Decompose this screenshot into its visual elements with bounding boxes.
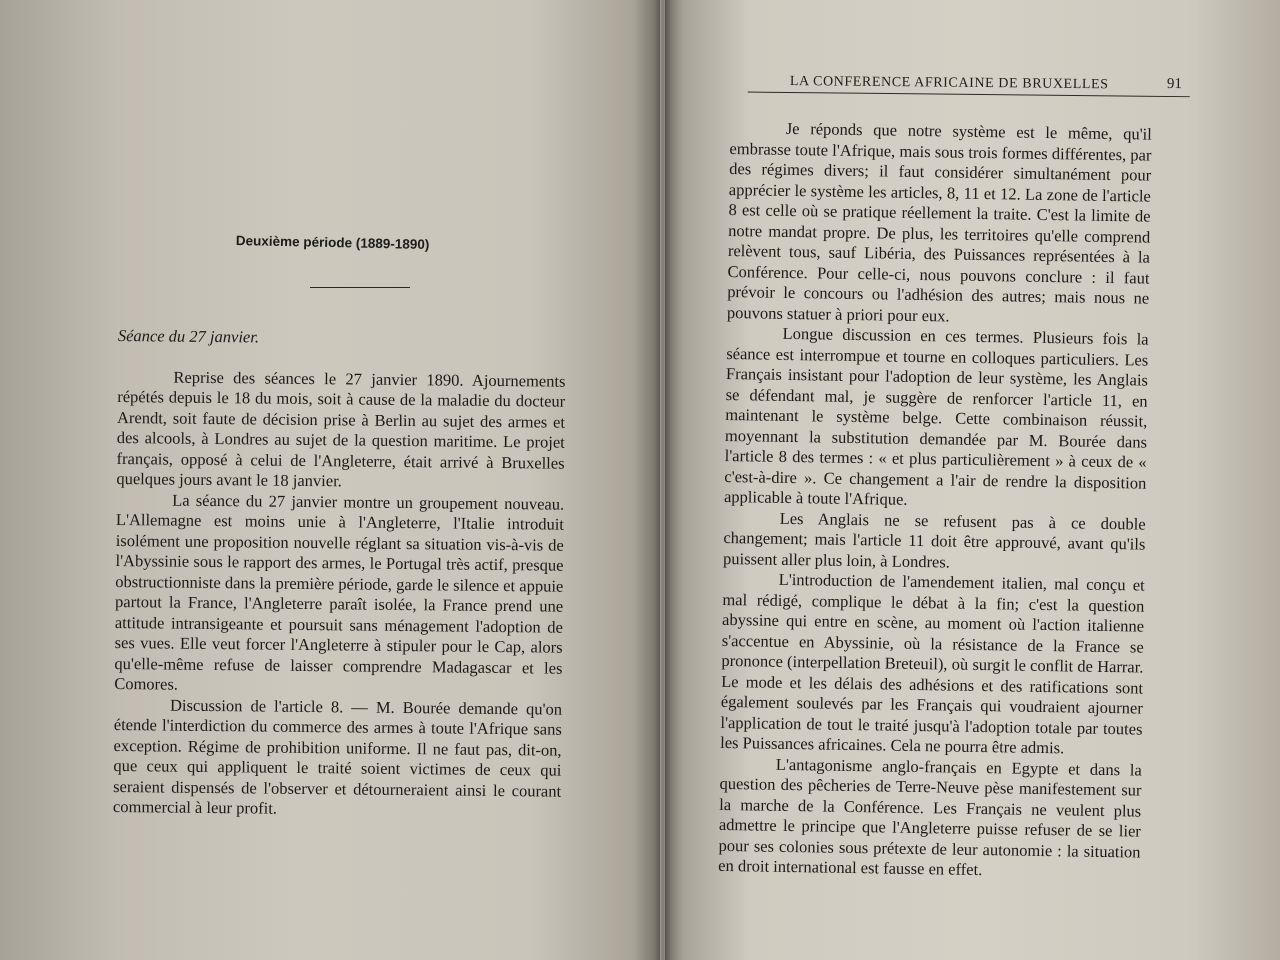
right-text-column (718, 118, 1152, 883)
period-heading: Deuxième période (1889-1890) (235, 233, 430, 253)
paragraph: La séance du 27 janvier montre un groupement nouveau. L'Allemagne est moins unie à l'Angleterre, l'Italie introduit isolément une proposition nouvelle réglant sa situation vis-à-vis de l'Abyssinie sous le rapport des armes, le Portugal très actif, presque obstructionniste dans la première période, garde le silence et appuie partout la France, l'Angleterre paraît isolée, la France prend une attitude intransigeante et poursuit sans ménagement l'adoption de ses vues. Elle veut forcer l'Angleterre à stipuler pour le Cap, alors qu'elle-même refuse de laisser comprendre Madagascar et les Comores. (114, 490, 565, 694)
running-head-title: LA CONFERENCE AFRICAINE DE BRUXELLES (789, 73, 1109, 93)
heading-rule (310, 287, 410, 288)
page-number: 91 (1166, 75, 1182, 93)
book-gutter (655, 0, 671, 960)
paragraph: Discussion de l'article 8. — M. Bourée demande qu'on étende l'interdiction du commerce des armes à toute l'Afrique sans exception. Régime de prohibition uniforme. Il ne faut pas, dit-on, que ceux qui appliquent le traité soient victimes de ceux qui seraient dispensés de l'observer et détourneraient ainsi le courant commercial à leur profit. (112, 695, 563, 818)
paragraph: Longue discussion en ces termes. Plusieurs fois la séance est interrompue et tourne en colloques particuliers. Les Français insistant pour l'adoption de leur système, les Anglais se défendant mal, je suggère de renforcer l'article 11, en maintenant le système belge. Cette combinaison réussit, moyennant la substitution demandée par M. Bourée dans l'article 8 des termes : « et plus particulièrement » à ceux de « c'est-à-dire ». Ce changement a l'air de rendre la disposition applicable à toute l'Afrique. (723, 323, 1149, 509)
paragraph: L'antagonisme anglo-français en Egypte et dans la question des pêcheries de Terre-Neuve pèse manifestement sur la marche de la Conférence. Les Français ne veulent plus admettre le principe que l'Angleterre puisse refuser de se lier pour ses colonies sous prétexte de leur autonomie : la situation en droit international est fausse en effet. (718, 754, 1142, 880)
paragraph: Je réponds que notre système est le même, qu'il embrasse toute l'Afrique, mais sous trois formes différentes, par des régimes divers; il faut considérer simultanément pour apprécier le système les articles, 8, 11 et 12. La zone de l'article 8 est celle où se pratique réellement la traite. C'est la limite de notre mandat propre. De plus, les territoires qu'elle comprend relèvent tous, sauf Libéria, des Puissances représentées à la Conférence. Pour celle-ci, nous pouvons conclure : il faut prévoir le concours ou l'adhésion des autres; mais nous ne pouvons statuer à priori pour eux. (726, 118, 1152, 325)
running-head (790, 70, 1190, 100)
paragraph: Les Anglais ne se refusent pas à ce double changement; mais l'article 11 doit être approuvé, avant qu'ils puissent aller plus loin, à Londres. (722, 508, 1146, 572)
paragraph: L'introduction de l'amendement italien, mal conçu et mal rédigé, complique le débat à la fin; c'est la question abyssine qui entre en scène, au moment où l'action italienne s'accentue en Abyssinie, où la résistance de la France se prononce (interpellation Breteuil), où surgit le conflit de Harrar. Le mode et les délais des adhésions et des ratifications sont également soulevés par les Français qui voudraient ajourner l'application de tout le traité jusqu'à l'adoption totale par toutes les Puissances africaines. Cela ne pourra être admis. (720, 569, 1145, 758)
session-title: Séance du 27 janvier. (117, 326, 260, 347)
paragraph: Reprise des séances le 27 janvier 1890. Ajournements répétés depuis le 18 du mois, soit à cause de la maladie du docteur Arendt, soit faute de décision prise à Berlin au sujet des armes et des alcools, à Londres au sujet de la question maritime. Le projet français, opposé à celui de l'Angleterre, était arrivé à Bruxelles quelques jours avant le 18 janvier. (116, 367, 566, 491)
left-text-column (113, 326, 566, 822)
